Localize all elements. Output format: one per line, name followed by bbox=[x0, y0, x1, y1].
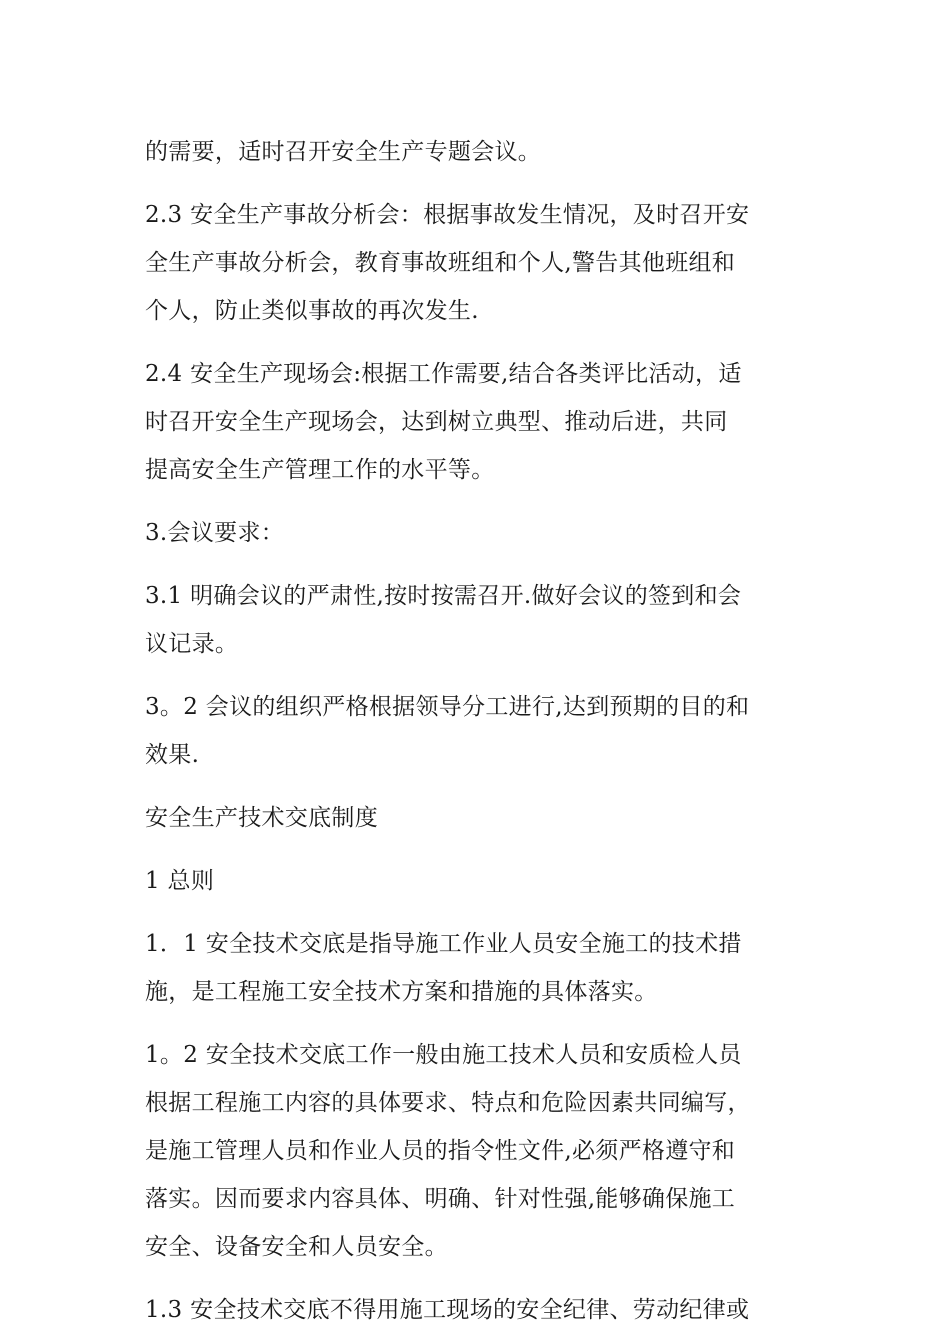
document-body bbox=[145, 128, 810, 1334]
paragraph-line: 3.1 明确会议的严肃性,按时按需召开.做好会议的签到和会 bbox=[145, 583, 742, 609]
paragraph-line: 施，是工程施工安全技术方案和措施的具体落实。 bbox=[145, 979, 658, 1005]
paragraph-line: 的需要，适时召开安全生产专题会议。 bbox=[145, 139, 542, 165]
paragraph-line: 全生产事故分析会，教育事故班组和个人,警告其他班组和 bbox=[145, 250, 736, 276]
paragraph-line: 1。2 安全技术交底工作一般由施工技术人员和安质检人员 bbox=[145, 1042, 742, 1068]
paragraph-line: 1．1 安全技术交底是指导施工作业人员安全施工的技术措 bbox=[145, 931, 742, 957]
paragraph-line: 落实。因而要求内容具体、明确、针对性强,能够确保施工 bbox=[145, 1186, 736, 1212]
document-title: 安全生产技术交底制度 bbox=[145, 805, 378, 831]
paragraph-line: 是施工管理人员和作业人员的指令性文件,必须严格遵守和 bbox=[145, 1138, 736, 1164]
paragraph-line: 1.3 安全技术交底不得用施工现场的安全纪律、劳动纪律或 bbox=[145, 1297, 750, 1323]
paragraph-line: 议记录。 bbox=[145, 631, 239, 657]
section-heading: 3.会议要求： bbox=[145, 520, 285, 546]
paragraph-line: 根据工程施工内容的具体要求、特点和危险因素共同编写， bbox=[145, 1090, 751, 1116]
paragraph-line: 2.4 安全生产现场会:根据工作需要,结合各类评比活动，适 bbox=[145, 361, 742, 387]
paragraph-line: 安全、设备安全和人员安全。 bbox=[145, 1234, 448, 1260]
paragraph-line: 时召开安全生产现场会，达到树立典型、推动后进，共同 bbox=[145, 409, 728, 435]
paragraph-line: 2.3 安全生产事故分析会：根据事故发生情况，及时召开安 bbox=[145, 202, 750, 228]
paragraph-line: 效果. bbox=[145, 742, 200, 768]
paragraph-line: 个人，防止类似事故的再次发生. bbox=[145, 298, 479, 324]
paragraph-line: 提高安全生产管理工作的水平等。 bbox=[145, 457, 495, 483]
paragraph-line: 3。2 会议的组织严格根据领导分工进行,达到预期的目的和 bbox=[145, 694, 750, 720]
section-heading: 1 总则 bbox=[145, 868, 215, 894]
